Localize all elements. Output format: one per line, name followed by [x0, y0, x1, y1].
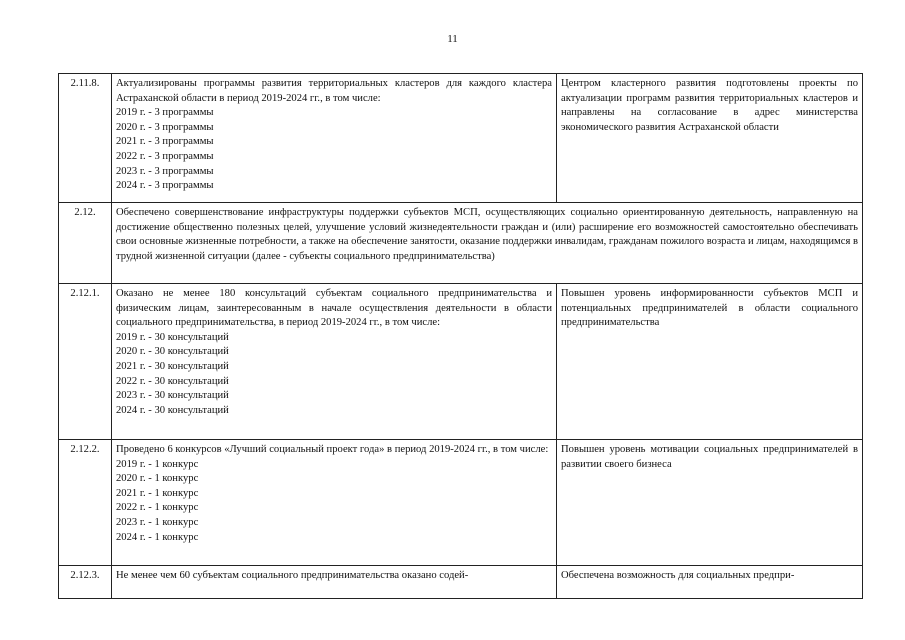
result-cell: Обеспечена возможность для социальных предпри- — [557, 566, 863, 599]
year-line: 2022 г. - 3 программы — [116, 150, 214, 162]
year-line: 2023 г. - 1 конкурс — [116, 516, 199, 528]
page-number: 11 — [447, 33, 458, 45]
year-line: 2021 г. - 30 консультаций — [116, 360, 229, 372]
table-row — [59, 74, 863, 203]
row-number: 2.12. — [59, 203, 112, 284]
year-line: 2020 г. - 30 консультаций — [116, 346, 229, 358]
year-line: 2020 г. - 3 программы — [116, 121, 214, 133]
year-line: 2019 г. - 1 конкурс — [116, 458, 199, 470]
measure-cell: Не менее чем 60 субъектам социального предпринимательства оказано содей- — [112, 566, 557, 599]
year-line: 2024 г. - 30 консультаций — [116, 404, 229, 416]
result-cell: Повышен уровень информированности субъектов МСП и потенциальных предпринимателей в области социального предпринимательства — [557, 284, 863, 440]
row-number: 2.11.8. — [59, 74, 112, 203]
year-line: 2022 г. - 1 конкурс — [116, 502, 199, 514]
table-row — [59, 440, 863, 566]
year-line: 2023 г. - 30 консультаций — [116, 390, 229, 402]
year-line: 2022 г. - 30 консультаций — [116, 375, 229, 387]
measure-text: Оказано не менее 180 консультаций субъектам социального предпринимательства и физическим лицам, заинтересованным в начале осуществления деятельности в области социального предпринимательства, в период 2019-2024 гг., в том числе: — [116, 288, 552, 329]
section-heading-cell: Обеспечено совершенствование инфраструктуры поддержки субъектов МСП, осуществляющих социально ориентированную деятельность, направленную на достижение общественно полезных целей, улучшение условий жизнедеятельности граждан и (или) расширение его возможностей самостоятельно обеспечивать свои основные жизненные потребности, а также на обеспечение занятости, оказание поддержки инвалидам, гражданам пожилого возраста и лицам, находящимся в трудной жизненной ситуации (далее - субъекты социального предпринимательства) — [112, 203, 863, 284]
table-row — [59, 566, 863, 599]
year-line: 2024 г. - 3 программы — [116, 180, 214, 192]
measures-table — [58, 73, 863, 599]
year-line: 2019 г. - 3 программы — [116, 107, 214, 119]
measure-cell — [112, 284, 557, 440]
row-number: 2.12.2. — [59, 440, 112, 566]
measure-text: Актуализированы программы развития территориальных кластеров для каждого кластера Астраханской области в период 2019-2024 гг., в том числе: — [116, 78, 552, 104]
table-row — [59, 284, 863, 440]
measure-text: Проведено 6 конкурсов «Лучший социальный проект года» в период 2019-2024 гг., в том числе: — [116, 444, 549, 455]
year-line: 2023 г. - 3 программы — [116, 165, 214, 177]
result-cell: Центром кластерного развития подготовлены проекты по актуализации программ развития территориальных кластеров и направлены на согласование в адрес министерства экономического развития Астраханской области — [557, 74, 863, 203]
row-number: 2.12.1. — [59, 284, 112, 440]
row-number: 2.12.3. — [59, 566, 112, 599]
measure-cell — [112, 440, 557, 566]
year-line: 2024 г. - 1 конкурс — [116, 531, 199, 543]
result-cell: Повышен уровень мотивации социальных предпринимателей в развитии своего бизнеса — [557, 440, 863, 566]
year-line: 2020 г. - 1 конкурс — [116, 473, 199, 485]
year-line: 2021 г. - 3 программы — [116, 136, 214, 148]
measure-cell — [112, 74, 557, 203]
year-line: 2019 г. - 30 консультаций — [116, 331, 229, 343]
table-row — [59, 203, 863, 284]
year-line: 2021 г. - 1 конкурс — [116, 487, 199, 499]
